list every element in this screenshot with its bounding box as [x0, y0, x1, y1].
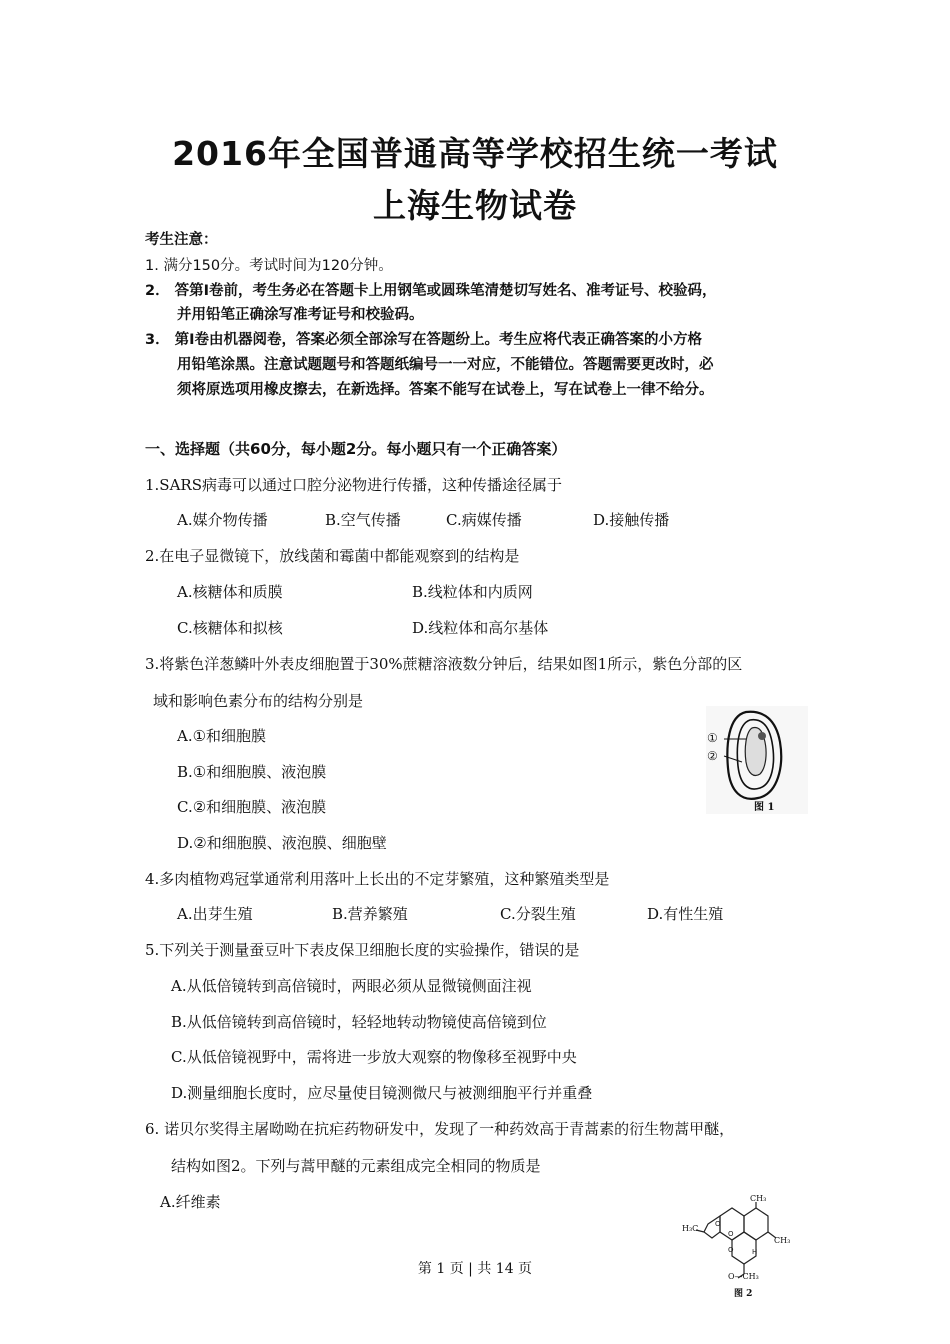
svg-text:O: O [728, 1246, 734, 1254]
fig1-mark-2: ② [707, 749, 718, 763]
notice-heading: 考生注意： [145, 232, 218, 248]
q1-option-c: C.病媒传播 [446, 511, 522, 529]
q2-option-a: A.核糖体和质膜 [177, 583, 283, 601]
q1-option-a: A.媒介物传播 [177, 511, 268, 529]
notice-item-1: 1. 满分150分。考试时间为120分钟。 [145, 258, 393, 274]
svg-text:O: O [728, 1230, 734, 1238]
svg-text:H: H [752, 1248, 758, 1256]
fig2-och3: O—CH₃ [728, 1272, 759, 1281]
q4-option-c: C.分裂生殖 [500, 905, 576, 923]
q4-option-b: B.营养繁殖 [332, 905, 408, 923]
q5-option-b: B.从低倍镜转到高倍镜时，轻轻地转动物镜使高倍镜到位 [171, 1013, 547, 1031]
fig2-ch3-top: CH₃ [750, 1194, 767, 1203]
fig2-ch3-right: CH₃ [774, 1236, 791, 1245]
exam-title-line1: 2016年全国普通高等学校招生统一考试 [172, 134, 778, 173]
q1-option-d: D.接触传播 [593, 511, 670, 529]
q3-option-a: A.①和细胞膜 [177, 727, 267, 745]
q6-stem-line1: 6. 诺贝尔奖得主屠呦呦在抗疟药物研发中，发现了一种药效高于青蒿素的衍生物蒿甲醚， [145, 1120, 735, 1138]
exam-title-line2: 上海生物试卷 [373, 186, 577, 225]
notice-item-3-cont2: 须将原选项用橡皮擦去，在新选择。答案不能写在试卷上，写在试卷上一律不给分。 [177, 382, 714, 398]
q5-option-c: C.从低倍镜视野中，需将进一步放大观察的物像移至视野中央 [171, 1048, 577, 1066]
q4-option-a: A.出芽生殖 [177, 905, 253, 923]
q2-stem: 2.在电子显微镜下，放线菌和霉菌中都能观察到的结构是 [145, 547, 520, 565]
q4-option-d: D.有性生殖 [647, 905, 724, 923]
notice-item-3: 3． 第Ⅰ卷由机器阅卷，答案必须全部涂写在答题纷上。考生应将代表正确答案的小方格 [145, 332, 703, 348]
q3-stem-line2: 域和影响色素分布的结构分别是 [153, 692, 364, 710]
q3-option-b: B.①和细胞膜、液泡膜 [177, 763, 327, 781]
fig1-mark-1: ① [707, 731, 718, 745]
molecule-structure-icon [682, 1194, 794, 1298]
q3-option-d: D.②和细胞膜、液泡膜、细胞壁 [177, 834, 387, 852]
q2-option-c: C.核糖体和拟核 [177, 619, 283, 637]
notice-item-2-cont: 并用铅笔正确涂写准考证号和校验码。 [177, 307, 424, 323]
q6-option-a: A.纤维素 [160, 1193, 221, 1211]
fig1-label: 图 1 [754, 802, 775, 813]
q6-stem-line2: 结构如图2。下列与蒿甲醚的元素组成完全相同的物质是 [171, 1157, 541, 1175]
fig2-h3c: H₃C [682, 1224, 699, 1233]
section-heading: 一、选择题（共60分，每小题2分。每小题只有一个正确答案） [145, 440, 567, 458]
q1-option-b: B.空气传播 [325, 511, 401, 529]
figure-1-plasmolysis [706, 706, 808, 814]
q4-stem: 4.多肉植物鸡冠掌通常利用落叶上长出的不定芽繁殖，这种繁殖类型是 [145, 870, 610, 888]
q5-option-a: A.从低倍镜转到高倍镜时，两眼必须从显微镜侧面注视 [171, 977, 532, 995]
svg-text:O: O [715, 1220, 721, 1228]
figure-2-artemether [682, 1194, 794, 1298]
q1-stem: 1.SARS病毒可以通过口腔分泌物进行传播，这种传播途径属于 [145, 476, 562, 494]
fig2-label: 图 2 [734, 1289, 753, 1299]
notice-item-3-cont1: 用铅笔涂黑。注意试题题号和答题纸编号一一对应，不能错位。答题需要更改时，必 [177, 357, 714, 373]
q3-stem-line1: 3.将紫色洋葱鳞叶外表皮细胞置于30%蔗糖溶液数分钟后，结果如图1所示，紫色分部的区 [145, 655, 743, 673]
q3-option-c: C.②和细胞膜、液泡膜 [177, 798, 327, 816]
q2-option-d: D.线粒体和高尔基体 [412, 619, 549, 637]
q2-option-b: B.线粒体和内质网 [412, 583, 533, 601]
q5-option-d: D.测量细胞长度时，应尽量使目镜测微尺与被测细胞平行并重叠 [171, 1084, 593, 1102]
page-footer: 第 1 页 | 共 14 页 [417, 1261, 533, 1277]
q5-stem: 5.下列关于测量蚕豆叶下表皮保卫细胞长度的实验操作，错误的是 [145, 941, 580, 959]
notice-item-2: 2． 答第Ⅰ卷前，考生务必在答题卡上用钢笔或圆珠笔清楚切写姓名、准考证号、校验码， [145, 283, 717, 299]
